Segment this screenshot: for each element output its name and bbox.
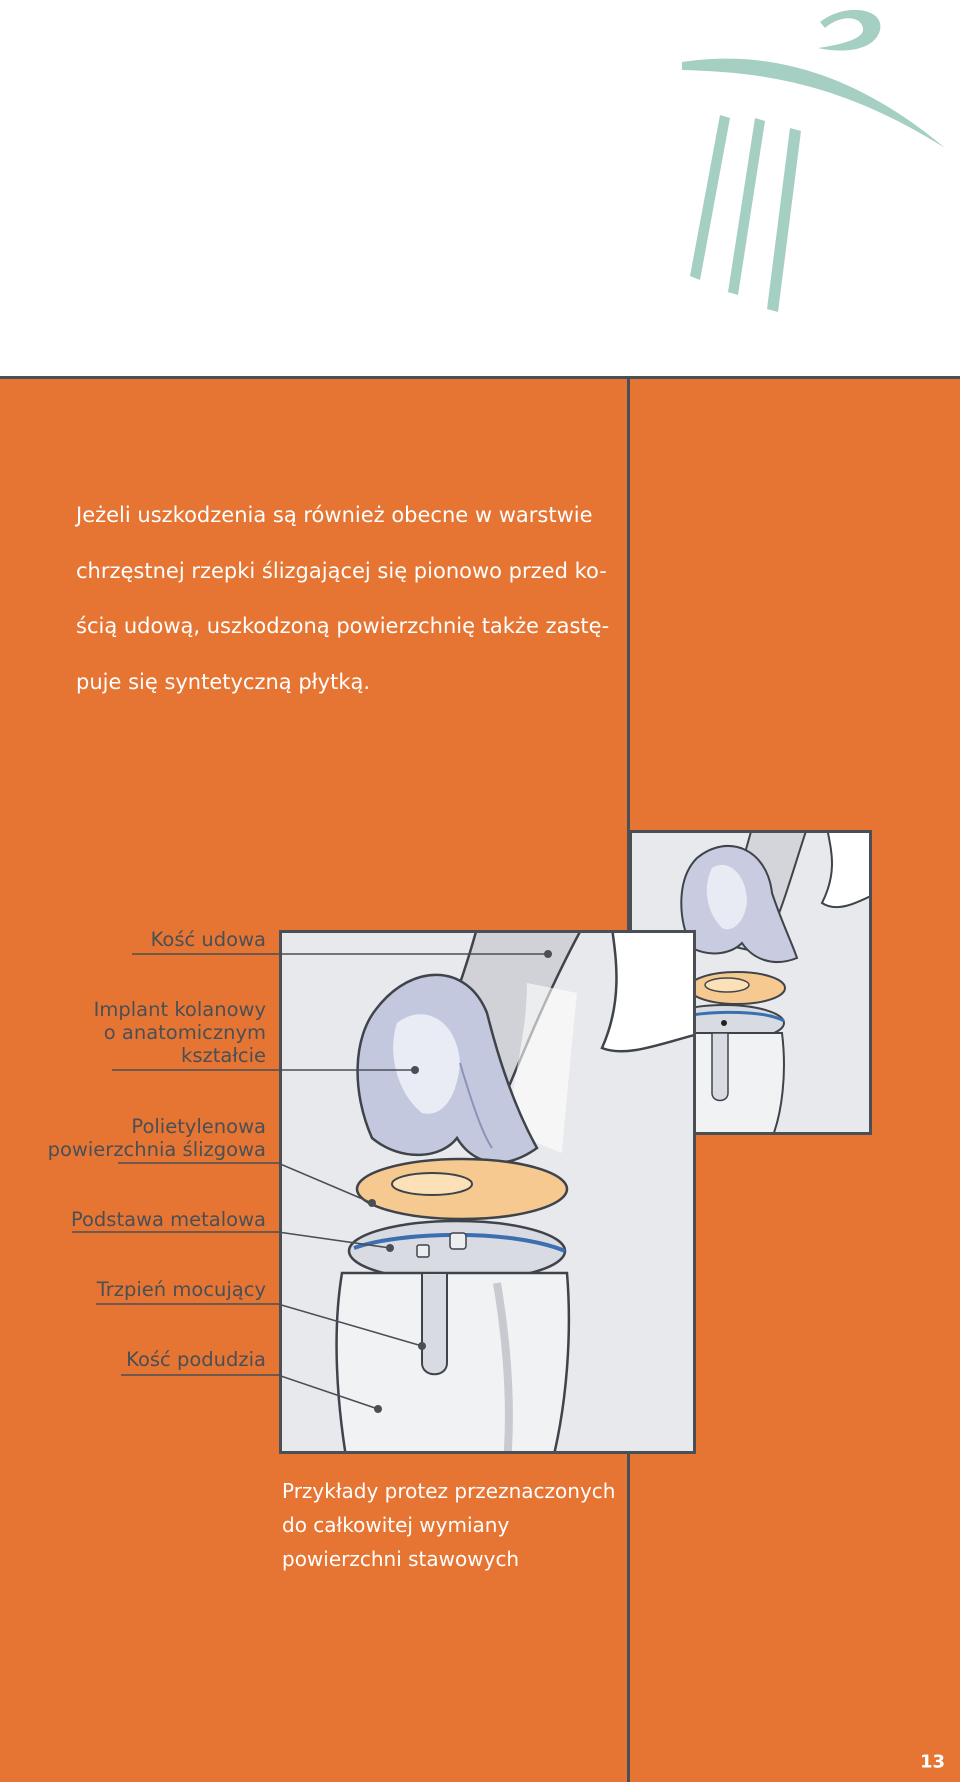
label-femur: Kość udowa (150, 928, 266, 951)
knee-prosthesis-illustration (279, 930, 696, 1454)
body-paragraph (76, 488, 616, 710)
paragraph-line: puje się syntetyczną płytką. (76, 669, 371, 694)
figure-caption: Przykłady protez przeznaczonych do całkowitej wymiany powierzchni stawowych (282, 1479, 616, 1571)
page-number: 13 (919, 1751, 945, 1773)
paragraph-line: Jeżeli uszkodzenia są również obecne w warstwie (76, 503, 593, 527)
label-implant: Implant kolanowy o anatomicznym kształcie (93, 998, 266, 1067)
paragraph-line: ścią udową, uszkodzoną powierzchnię także zastę- (76, 614, 610, 638)
paragraph-line: chrzęstnej rzepki ślizgającej się pionowo przed ko- (76, 558, 607, 583)
label-metal-base: Podstawa metalowa (70, 1208, 266, 1231)
label-tibia: Kość podudzia (126, 1348, 266, 1371)
label-fixation-stem: Trzpień mocujący (96, 1278, 266, 1301)
logo-mark (670, 0, 960, 330)
label-polyethylene-surface: Polietylenowa powierzchnia ślizgowa (47, 1115, 266, 1161)
